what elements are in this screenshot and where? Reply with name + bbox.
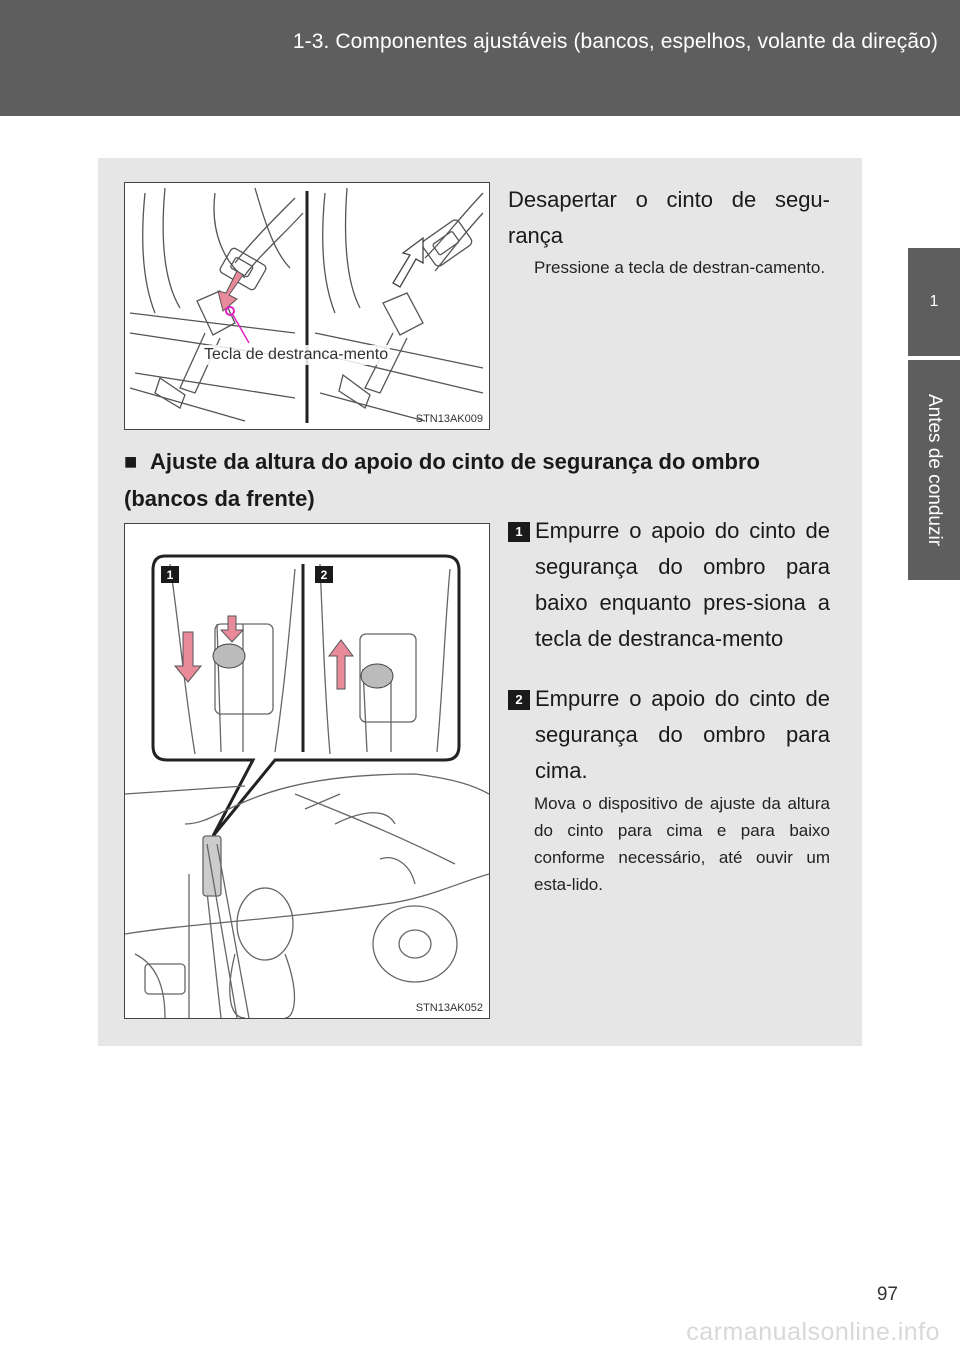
- figure-code: STN13AK052: [415, 1002, 483, 1014]
- watermark: carmanualsonline.info: [686, 1318, 940, 1346]
- step-number-badge: 1: [508, 522, 530, 542]
- side-tab-label-text: Antes de conduzir: [924, 393, 945, 547]
- step-1: [508, 513, 830, 657]
- section-heading-text: Ajuste da altura do apoio do cinto de segurança do ombro (bancos da frente): [124, 449, 760, 511]
- step-2: [508, 681, 830, 789]
- figure-step-label-1: 1: [166, 568, 174, 582]
- figure-code: STN13AK009: [415, 413, 483, 425]
- adjust-note: Mova o dispositivo de ajuste da altura do cinto para cima e para baixo conforme necessário, até ouvir um esta-lido.: [534, 794, 830, 894]
- shoulder-anchor-drawing: [125, 524, 489, 1018]
- step-number-badge: 2: [508, 690, 530, 710]
- unbuckle-instruction: Pressione a tecla de destran-camento.: [534, 258, 826, 277]
- section-heading: [124, 443, 830, 517]
- page-header: [0, 0, 960, 116]
- unbuckle-drawing: [125, 183, 489, 429]
- side-tab-number: 1: [908, 248, 960, 356]
- unbuckle-heading: Desapertar o cinto de segu-rança: [508, 187, 830, 248]
- figure-step-label-2: 2: [320, 568, 328, 582]
- shoulder-anchor-illustration: [124, 523, 490, 1019]
- square-bullet-icon: ■: [124, 449, 138, 474]
- unbuckle-illustration: [124, 182, 490, 430]
- page-number: 97: [876, 1284, 898, 1305]
- step-text: Empurre o apoio do cinto de segurança do ombro para cima.: [535, 686, 830, 783]
- unlock-button-callout: Tecla de destranca-mento: [204, 346, 389, 363]
- step-text: Empurre o apoio do cinto de segurança do ombro para baixo enquanto pres-siona a tecla de destranca-mento: [535, 518, 830, 651]
- chapter-title: 1-3. Componentes ajustáveis (bancos, espelhos, volante da direção): [292, 30, 938, 53]
- side-tab-label: [908, 360, 960, 580]
